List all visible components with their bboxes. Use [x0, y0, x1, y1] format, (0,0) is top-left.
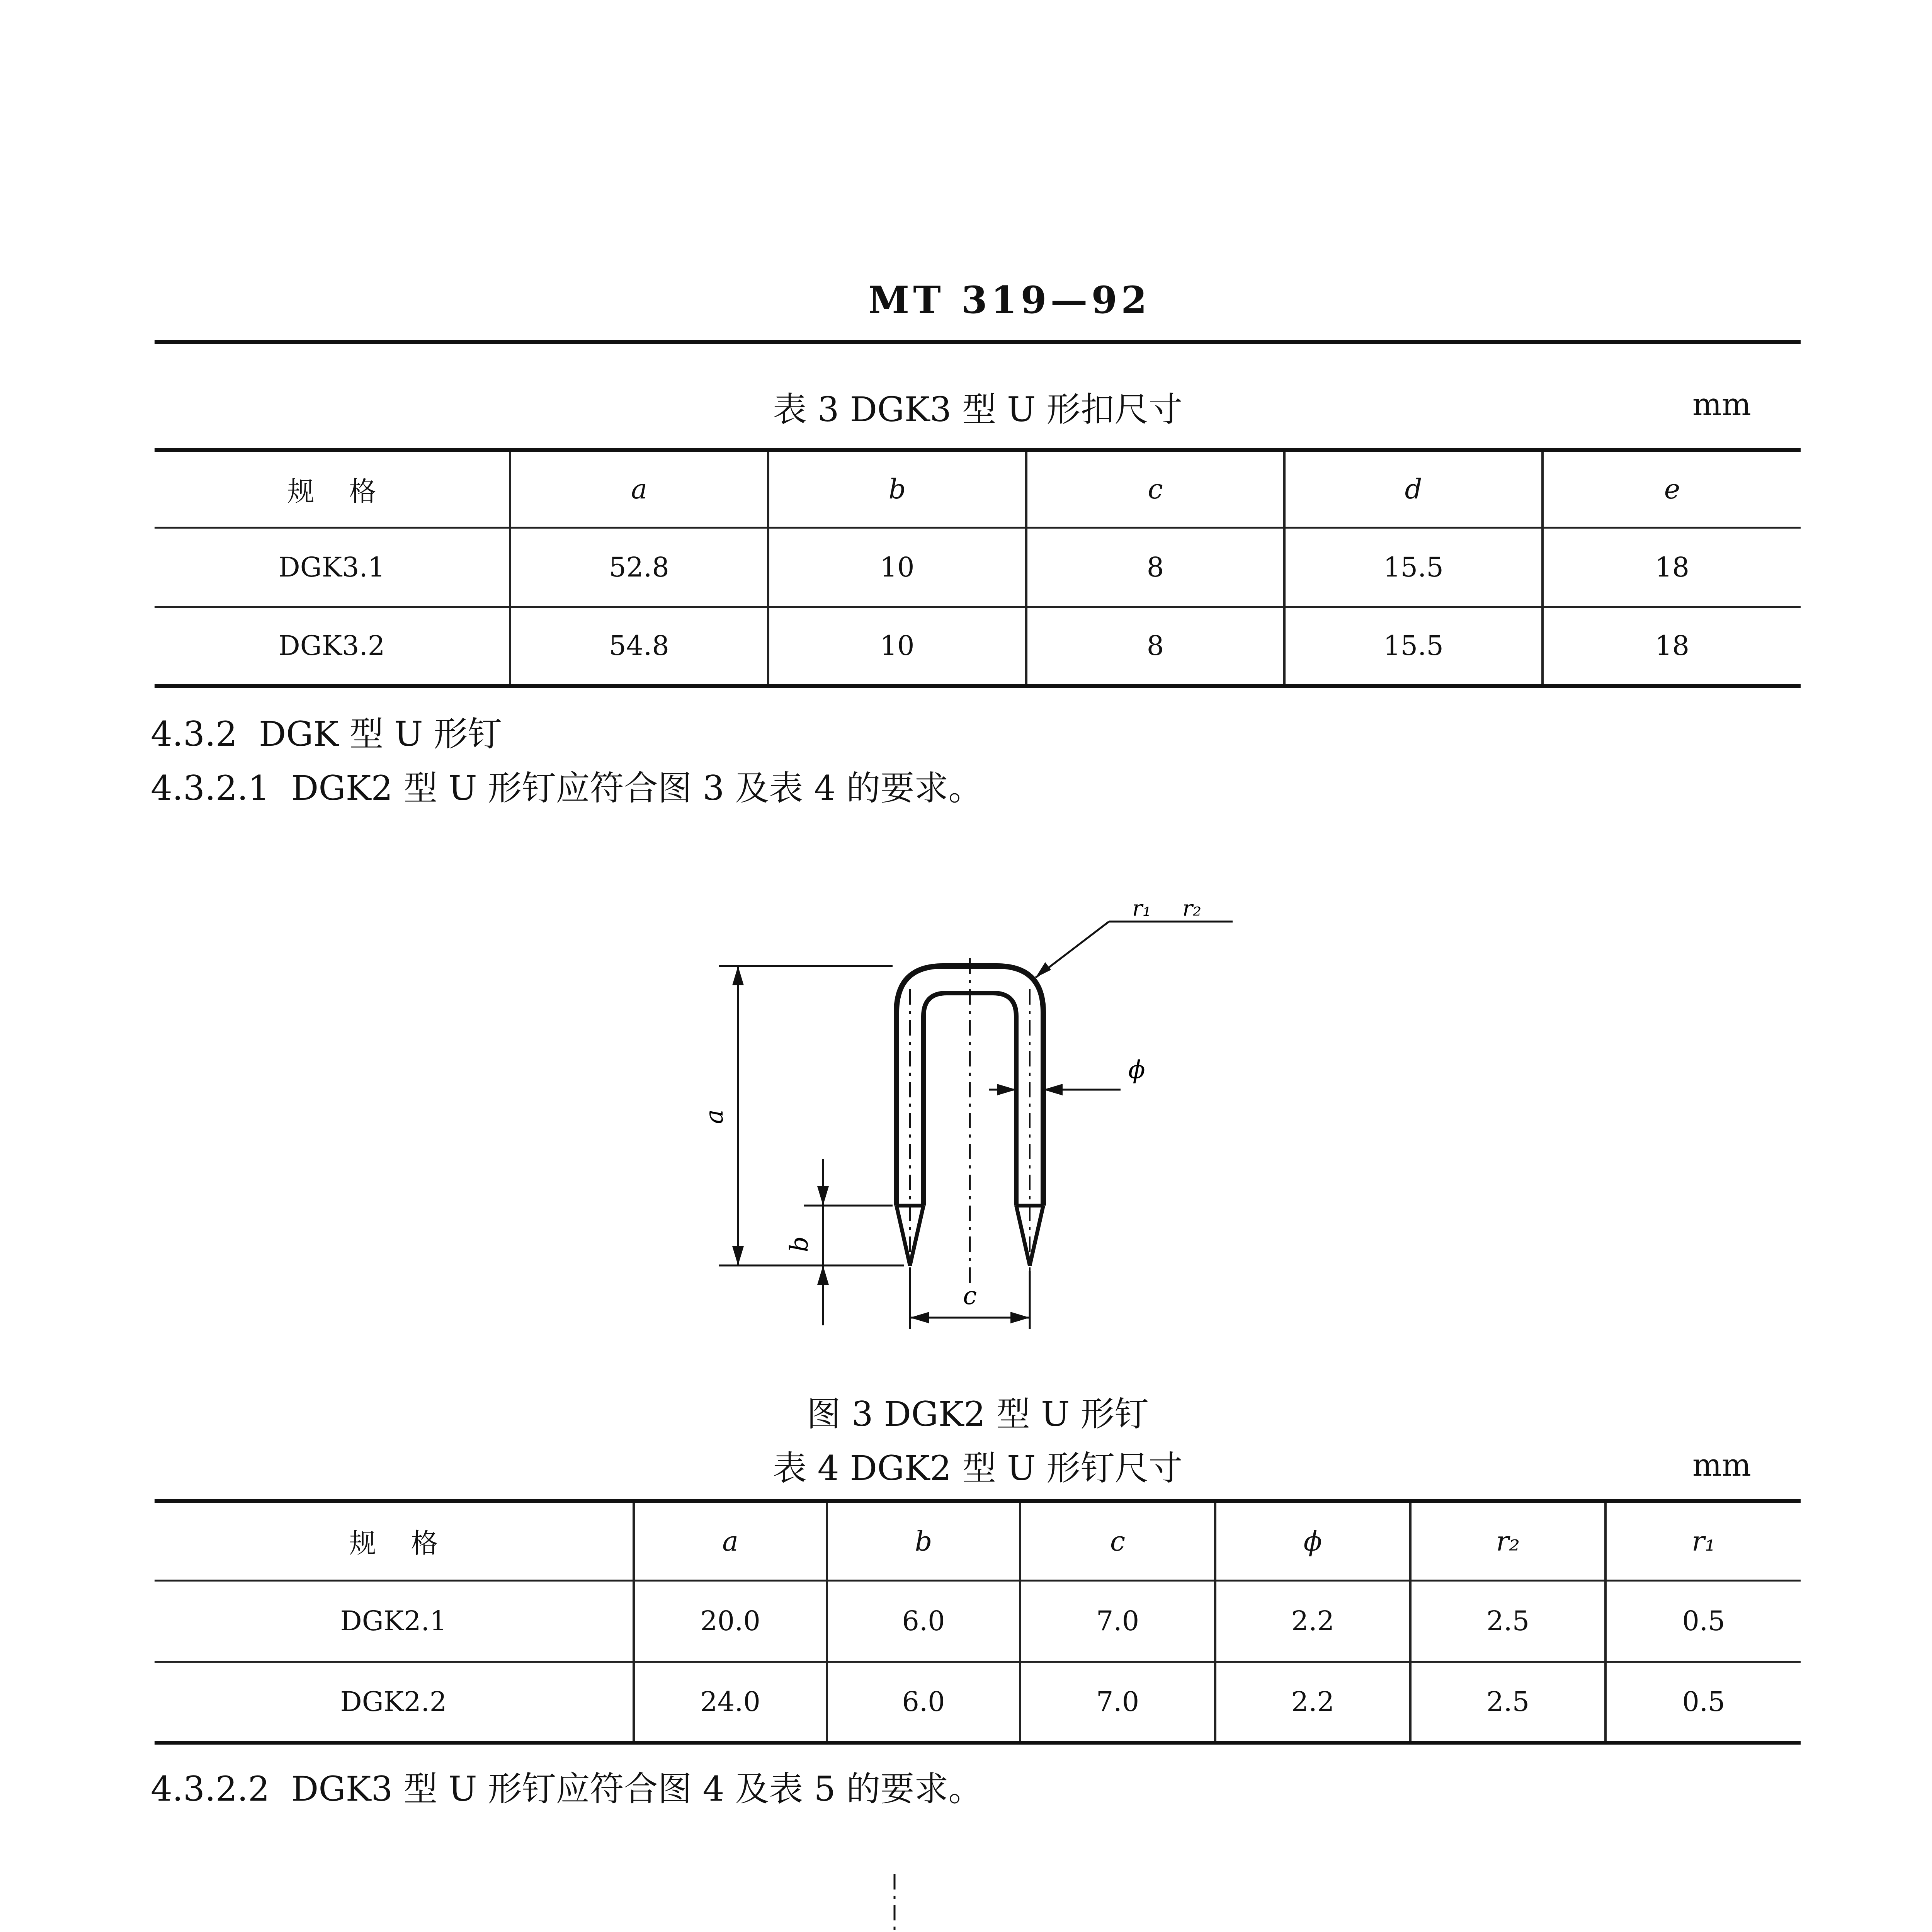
- cell: 10: [768, 527, 1026, 607]
- cell: 24.0: [634, 1662, 827, 1743]
- col-header-r1: r₁: [1605, 1501, 1801, 1580]
- cell: 18: [1543, 607, 1801, 686]
- cell: 20.0: [634, 1580, 827, 1662]
- table-row: [155, 1580, 1801, 1662]
- col-header-a: a: [510, 450, 768, 527]
- dim-phi-arrow-head-left: [997, 1084, 1016, 1095]
- table4-unit: mm: [1692, 1447, 1751, 1483]
- dim-a-arrow-top: [732, 966, 744, 985]
- label-b: b: [785, 1236, 814, 1252]
- cell: 54.8: [510, 607, 768, 686]
- figure3-caption: 图 3 DGK2 型 U 形钉: [806, 1394, 1149, 1434]
- label-a: a: [700, 1109, 729, 1124]
- cell: 0.5: [1605, 1662, 1801, 1743]
- cell: 6.0: [827, 1662, 1020, 1743]
- cell: 2.2: [1215, 1580, 1410, 1662]
- cell: DGK2.2: [340, 1685, 447, 1718]
- section-4-3-2-2: [151, 1762, 982, 1811]
- cell: DGK2.1: [340, 1605, 447, 1637]
- table3-unit: mm: [1692, 386, 1751, 422]
- col-header-a: a: [634, 1501, 827, 1580]
- dim-phi-arrow-head-right: [1043, 1084, 1063, 1095]
- col-header-b: b: [827, 1501, 1020, 1580]
- cell: 7.0: [1020, 1662, 1215, 1743]
- table4-caption: 表 4 DGK2 型 U 形钉尺寸: [772, 1448, 1183, 1488]
- cell: 8: [1026, 527, 1284, 607]
- col-header-e: e: [1543, 450, 1801, 527]
- dim-a-arrow-bottom: [732, 1246, 744, 1265]
- table4: [155, 1499, 1801, 1745]
- table-header-row: [155, 1501, 1801, 1580]
- col-header-b: b: [768, 450, 1026, 527]
- header-rule: [155, 340, 1801, 344]
- section-4-3-2-1: [151, 761, 982, 810]
- cell: 7.0: [1020, 1580, 1215, 1662]
- cell: 15.5: [1284, 527, 1543, 607]
- radius-arrow-head: [1036, 962, 1051, 978]
- cell: 0.5: [1605, 1580, 1801, 1662]
- cell: 2.5: [1410, 1662, 1605, 1743]
- cell: 8: [1026, 607, 1284, 686]
- table3-caption: 表 3 DGK3 型 U 形扣尺寸: [772, 389, 1183, 429]
- col-header-spec: 规格: [287, 475, 411, 507]
- table-row: [155, 607, 1801, 686]
- section-title: DGK 型 U 形钉: [259, 714, 502, 754]
- col-header-phi: ϕ: [1215, 1501, 1410, 1580]
- dim-b-arrow-top: [817, 1186, 829, 1206]
- cell: DGK3.2: [278, 630, 385, 662]
- cell: 2.5: [1410, 1580, 1605, 1662]
- dim-c-arrow-left: [910, 1312, 929, 1323]
- cell: DGK3.1: [278, 551, 385, 583]
- cell: 6.0: [827, 1580, 1020, 1662]
- col-header-spec: 规格: [349, 1527, 473, 1560]
- label-phi: ϕ: [1128, 1056, 1145, 1084]
- cell: 15.5: [1284, 607, 1543, 686]
- table-header-row: [155, 450, 1801, 527]
- col-header-c: c: [1026, 450, 1284, 527]
- section-text: DGK3 型 U 形钉应符合图 4 及表 5 的要求。: [291, 1769, 983, 1809]
- section-number: 4.3.2: [151, 714, 237, 754]
- cell: 2.2: [1215, 1662, 1410, 1743]
- cell: 52.8: [510, 527, 768, 607]
- label-c: c: [963, 1282, 977, 1310]
- section-text: DGK2 型 U 形钉应符合图 3 及表 4 的要求。: [291, 768, 983, 808]
- cell: 10: [768, 607, 1026, 686]
- label-r2: r₂: [1182, 896, 1202, 921]
- section-4-3-2-heading: [151, 707, 502, 756]
- figure4-drawing: [757, 1866, 1182, 1932]
- section-number: 4.3.2.1: [151, 768, 270, 808]
- section-number: 4.3.2.2: [151, 1769, 270, 1809]
- table3: [155, 448, 1801, 688]
- cell: 18: [1543, 527, 1801, 607]
- dim-c-arrow-right: [1010, 1312, 1030, 1323]
- dim-b-arrow-bottom: [817, 1265, 829, 1285]
- col-header-c: c: [1020, 1501, 1215, 1580]
- table-row: [155, 1662, 1801, 1743]
- col-header-d: d: [1284, 450, 1543, 527]
- figure3-drawing: [696, 889, 1275, 1352]
- document-code: MT 319—92: [868, 278, 1151, 322]
- label-r1: r₁: [1132, 896, 1151, 921]
- col-header-r2: r₂: [1410, 1501, 1605, 1580]
- table-row: [155, 527, 1801, 607]
